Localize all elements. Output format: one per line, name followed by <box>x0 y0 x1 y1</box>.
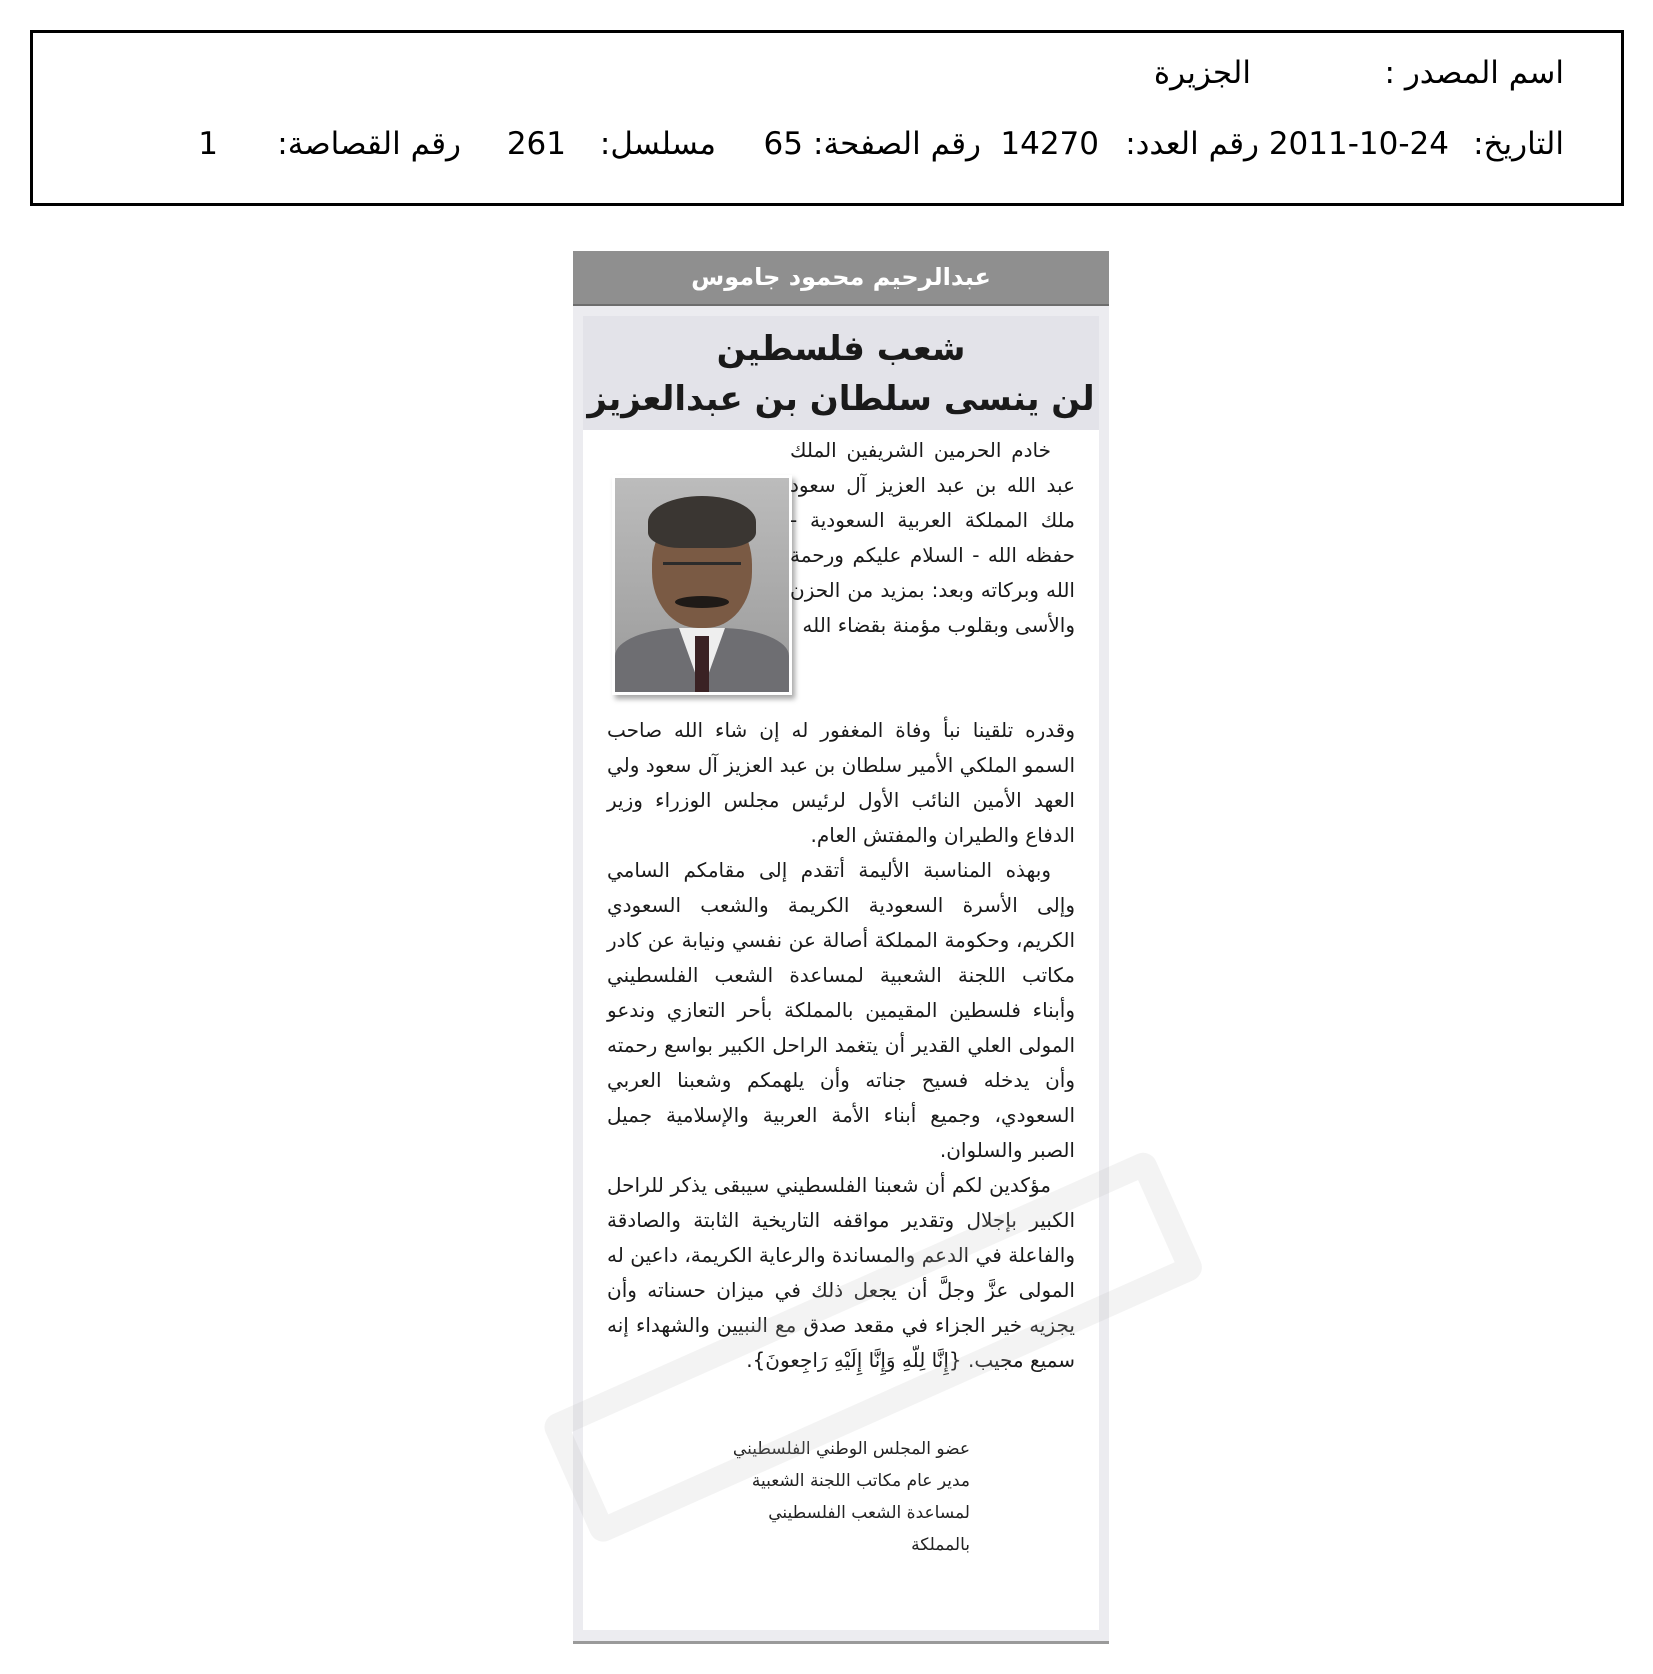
clip-value: 1 <box>198 126 218 162</box>
article-title <box>583 316 1099 430</box>
article-paragraphs-main <box>607 713 1075 1378</box>
signature-line-2: مدير عام مكاتب اللجنة الشعبية <box>751 1471 970 1491</box>
paragraph-opening: خادم الحرمين الشريفين الملك عبد الله بن عبد العزيز آل سعود ملك المملكة العربية السعودية - حفظه الله - السلام عليكم ورحمة الله وبركاته وبعد: بمزيد من الحزن والأسى وبقلوب مؤمنة بقضاء الله <box>790 438 1075 637</box>
author-signature <box>607 1433 1075 1561</box>
author-bar: عبدالرحيم محمود جاموس <box>573 251 1109 306</box>
clip-label: رقم القصاصة: <box>277 126 461 162</box>
article-paragraph-opening <box>790 433 1075 643</box>
title-line-2: لن ينسى سلطان بن عبدالعزيز <box>587 379 1095 419</box>
issue-label: رقم العدد: <box>1125 126 1259 162</box>
issue-value: 14270 <box>1000 126 1099 162</box>
signature-line-3: لمساعدة الشعب الفلسطيني بالمملكة <box>768 1503 970 1555</box>
paragraph-3: مؤكدين لكم أن شعبنا الفلسطيني سيبقى يذكر للراحل الكبير بإجلال وتقدير مواقفه التاريخية الثابتة والصادقة والفاعلة في الدعم والمساندة والرعاية الكريمة، داعين له المولى عزَّ وجلَّ أن يجعل ذلك في ميزان حسناته وأن يجزيه خير الجزاء في مقعد صدق مع النبيين والشهداء إنه سميع مجيب. {إِنَّا لِلّهِ وَإِنَّا إِلَيْهِ رَاجِعونَ}. <box>607 1173 1075 1372</box>
newspaper-clipping <box>573 251 1109 1644</box>
date-value: 2011-10-24 <box>1268 126 1449 162</box>
paragraph-1: وقدره تلقينا نبأ وفاة المغفور له إن شاء الله صاحب السمو الملكي الأمير سلطان بن عبد العزيز آل سعود ولي العهد الأمين النائب الأول لرئيس مجلس الوزراء وزير الدفاع والطيران والمفتش العام. <box>607 718 1075 847</box>
serial-value: 261 <box>506 126 566 162</box>
source-value: الجزيرة <box>1153 55 1251 91</box>
signature-line-1: عضو المجلس الوطني الفلسطيني <box>732 1439 970 1459</box>
source-label: اسم المصدر : <box>1384 55 1564 91</box>
serial-label: مسلسل: <box>599 126 716 162</box>
title-line-1: شعب فلسطين <box>716 329 966 369</box>
author-portrait-photo <box>612 475 792 695</box>
page-value: 65 <box>763 126 803 162</box>
page-label: رقم الصفحة: <box>813 126 981 162</box>
paragraph-2: وبهذه المناسبة الأليمة أتقدم إلى مقامكم السامي وإلى الأسرة السعودية الكريمة والشعب السعودي الكريم، وحكومة المملكة أصالة عن نفسي ونيابة عن كادر مكاتب اللجنة الشعبية لمساعدة الشعب الفلسطيني وأبناء فلسطين المقيمين بالمملكة بأحر التعازي وندعو المولى العلي القدير أن يتغمد الراحل الكبير بواسع رحمته وأن يدخله فسيح جناته وأن يلهمكم وشعبنا العربي السعودي، وجميع أبناء الأمة العربية والإسلامية جميل الصبر والسلوان. <box>607 858 1075 1162</box>
article-body <box>583 430 1099 1630</box>
date-label: التاريخ: <box>1473 126 1564 162</box>
source-info-box <box>30 30 1624 206</box>
